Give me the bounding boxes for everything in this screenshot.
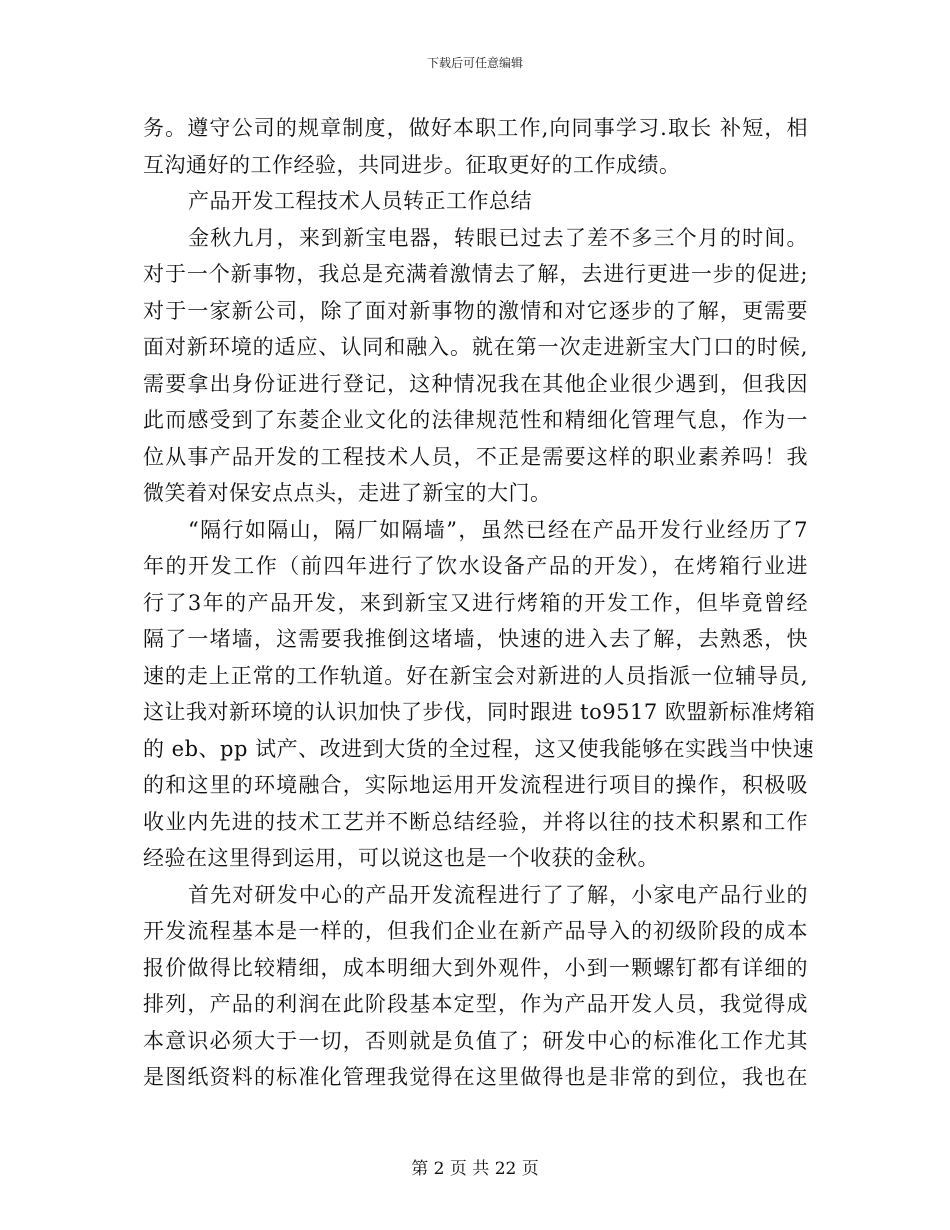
text-line: 的 eb、pp 试产、改进到大货的全过程，这又使我能够在实践当中快速: [143, 736, 815, 761]
text-line: 微笑着对保安点点头，走进了新宝的大门。: [143, 481, 552, 505]
text-line: 是图纸资料的标准化管理我觉得在这里做得也是非常的到位，我也在: [143, 1065, 808, 1089]
page-number: 第 2 页 共 22 页: [411, 1159, 539, 1179]
page-header-note: 下载后可任意编辑: [426, 56, 523, 70]
text-line: 行了3年的产品开发，来到新宝又进行烤箱的开发工作，但毕竟曾经: [143, 590, 808, 615]
text-line: 收业内先进的技术工艺并不断总结经验，并将以往的技术积累和工作: [143, 809, 808, 834]
text-line: 需要拿出身份证进行登记，这种情况我在其他企业很少遇到，但我因: [143, 371, 808, 396]
text-line: 对于一家新公司，除了面对新事物的激情和对它逐步的了解，更需要: [143, 298, 808, 323]
text-line: 金秋九月，来到新宝电器，转眼已过去了差不多三个月的时间。: [188, 225, 808, 250]
text-line: 这让我对新环境的认识加快了步伐，同时跟进 to9517 欧盟新标准烤箱: [143, 700, 816, 724]
text-line: 首先对研发中心的产品开发流程进行了了解，小家电产品行业的: [188, 882, 808, 907]
text-line: 的和这里的环境融合，实际地运用开发流程进行项目的操作，积极吸: [143, 773, 808, 797]
text-line: 位从事产品开发的工程技术人员，不正是需要这样的职业素养吗！我: [143, 444, 808, 469]
text-line: 互沟通好的工作经验，共同进步。征取更好的工作成绩。: [143, 152, 681, 177]
text-line: 隔了一堵墙，这需要我推倒这堵墙，快速的进入去了解，去熟悉，快: [143, 627, 808, 651]
text-line: 速的走上正常的工作轨道。好在新宝会对新进的人员指派一位辅导员,: [143, 663, 808, 688]
text-line: 经验在这里得到运用，可以说这也是一个收获的金秋。: [143, 846, 659, 870]
text-line: 对于一个新事物，我总是充满着激情去了解，去进行更进一步的促进;: [143, 262, 808, 286]
text-line: “隔行如隔山，隔厂如隔墙”，虽然已经在产品开发行业经历了7: [188, 517, 808, 542]
text-line: 面对新环境的适应、认同和融入。就在第一次走进新宝大门口的时候,: [143, 335, 808, 359]
section-title: 产品开发工程技术人员转正工作总结: [188, 189, 532, 213]
text-line: 本意识必须大于一切，否则就是负值了；研发中心的标准化工作尤其: [143, 1028, 808, 1053]
text-line: 开发流程基本是一样的，但我们企业在新产品导入的初级阶段的成本: [143, 919, 808, 943]
text-line: 务。遵守公司的规章制度，做好本职工作,向同事学习.取长 补短，相: [143, 116, 808, 140]
text-line: 排列，产品的利润在此阶段基本定型，作为产品开发人员，我觉得成: [143, 992, 808, 1016]
document-body: [143, 110, 816, 1096]
text-line: 此而感受到了东菱企业文化的法律规范性和精细化管理气息，作为一: [143, 408, 808, 432]
text-line: 报价做得比较精细，成本明细大到外观件，小到一颗螺钉都有详细的: [143, 955, 808, 980]
text-line: 年的开发工作（前四年进行了饮水设备产品的开发），在烤箱行业进: [143, 554, 808, 578]
